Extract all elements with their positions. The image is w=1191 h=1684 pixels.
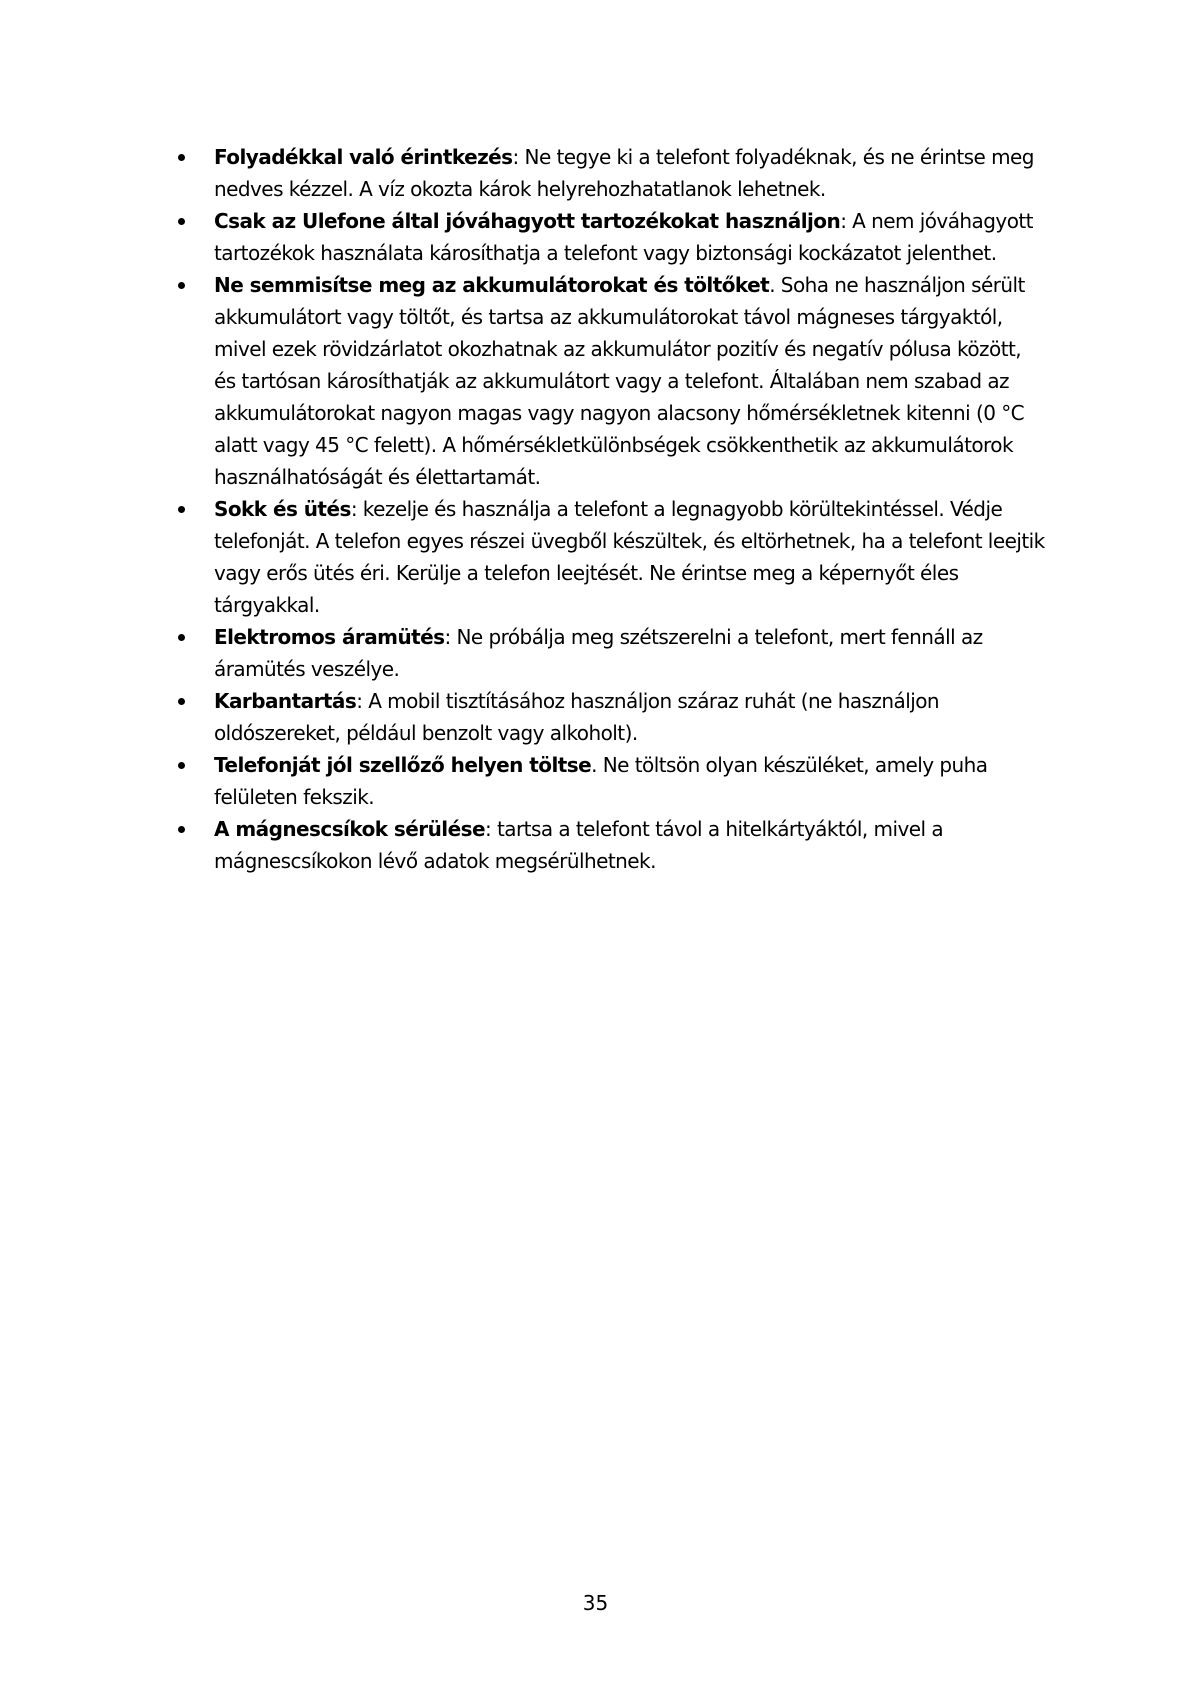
list-item: [178, 621, 1048, 685]
item-text: : Ne tegye ki a telefont folyadéknak, és ne érintse meg nedves kézzel. A víz okozta károk helyrehozhatatlanok lehetnek.: [214, 145, 1034, 201]
item-text: : A mobil tisztításához használjon száraz ruhát (ne használjon oldószereket, például benzolt vagy alkoholt).: [214, 689, 940, 745]
bullet-icon: [178, 762, 185, 769]
page-number: 35: [582, 1591, 609, 1615]
list-item: [178, 685, 1048, 749]
item-title: Csak az Ulefone által jóváhagyott tartozékokat használjon: [214, 209, 841, 233]
item-text: : A nem jóváhagyott tartozékok használata károsíthatja a telefont vagy biztonsági kockázatot jelenthet.: [214, 209, 1033, 265]
bullet-icon: [178, 218, 185, 225]
item-text: . Soha ne használjon sérült akkumulátort vagy töltőt, és tartsa az akkumulátorokat távol mágneses tárgyaktól, mivel ezek rövidzárlatot okozhatnak az akkumulátor pozitív és negatív pólusa között, és tartósan károsíthatják az akkumulátort vagy a telefont. Általában nem szabad az akkumulátorokat nagyon magas vagy nagyon alacsony hőmérsékletnek kitenni (0 °C alatt vagy 45 °C felett). A hőmérsékletkülönbségek csökkenthetik az akkumulátorok használhatóságát és élettartamát.: [214, 273, 1025, 489]
bullet-icon: [178, 154, 185, 161]
list-item: [178, 205, 1048, 269]
list-item: [178, 141, 1048, 205]
item-text: : tartsa a telefont távol a hitelkártyáktól, mivel a mágnescsíkokon lévő adatok megsérülhetnek.: [214, 817, 944, 873]
item-text: . Ne töltsön olyan készüléket, amely puha felületen fekszik.: [214, 753, 988, 809]
item-title: Telefonját jól szellőző helyen töltse: [214, 753, 592, 777]
list-item: [178, 813, 1048, 877]
list-item: [178, 269, 1048, 493]
bullet-icon: [178, 506, 185, 513]
bullet-icon: [178, 826, 185, 833]
item-title: Folyadékkal való érintkezés: [214, 145, 513, 169]
item-text: : Ne próbálja meg szétszerelni a telefont, mert fennáll az áramütés veszélye.: [214, 625, 983, 681]
bullet-icon: [178, 698, 185, 705]
bullet-icon: [178, 634, 185, 641]
safety-instructions-list: [178, 141, 1048, 877]
item-title: Elektromos áramütés: [214, 625, 445, 649]
item-title: Sokk és ütés: [214, 497, 351, 521]
item-text: : kezelje és használja a telefont a legnagyobb körültekintéssel. Védje telefonját. A telefon egyes részei üvegből készültek, és eltörhetnek, ha a telefont leejtik vagy erős ütés éri. Kerülje a telefon leejtését. Ne érintse meg a képernyőt éles tárgyakkal.: [214, 497, 1045, 617]
list-item: [178, 749, 1048, 813]
item-title: Karbantartás: [214, 689, 357, 713]
item-title: A mágnescsíkok sérülése: [214, 817, 485, 841]
item-title: Ne semmisítse meg az akkumulátorokat és töltőket: [214, 273, 770, 297]
bullet-icon: [178, 282, 185, 289]
list-item: [178, 493, 1048, 621]
